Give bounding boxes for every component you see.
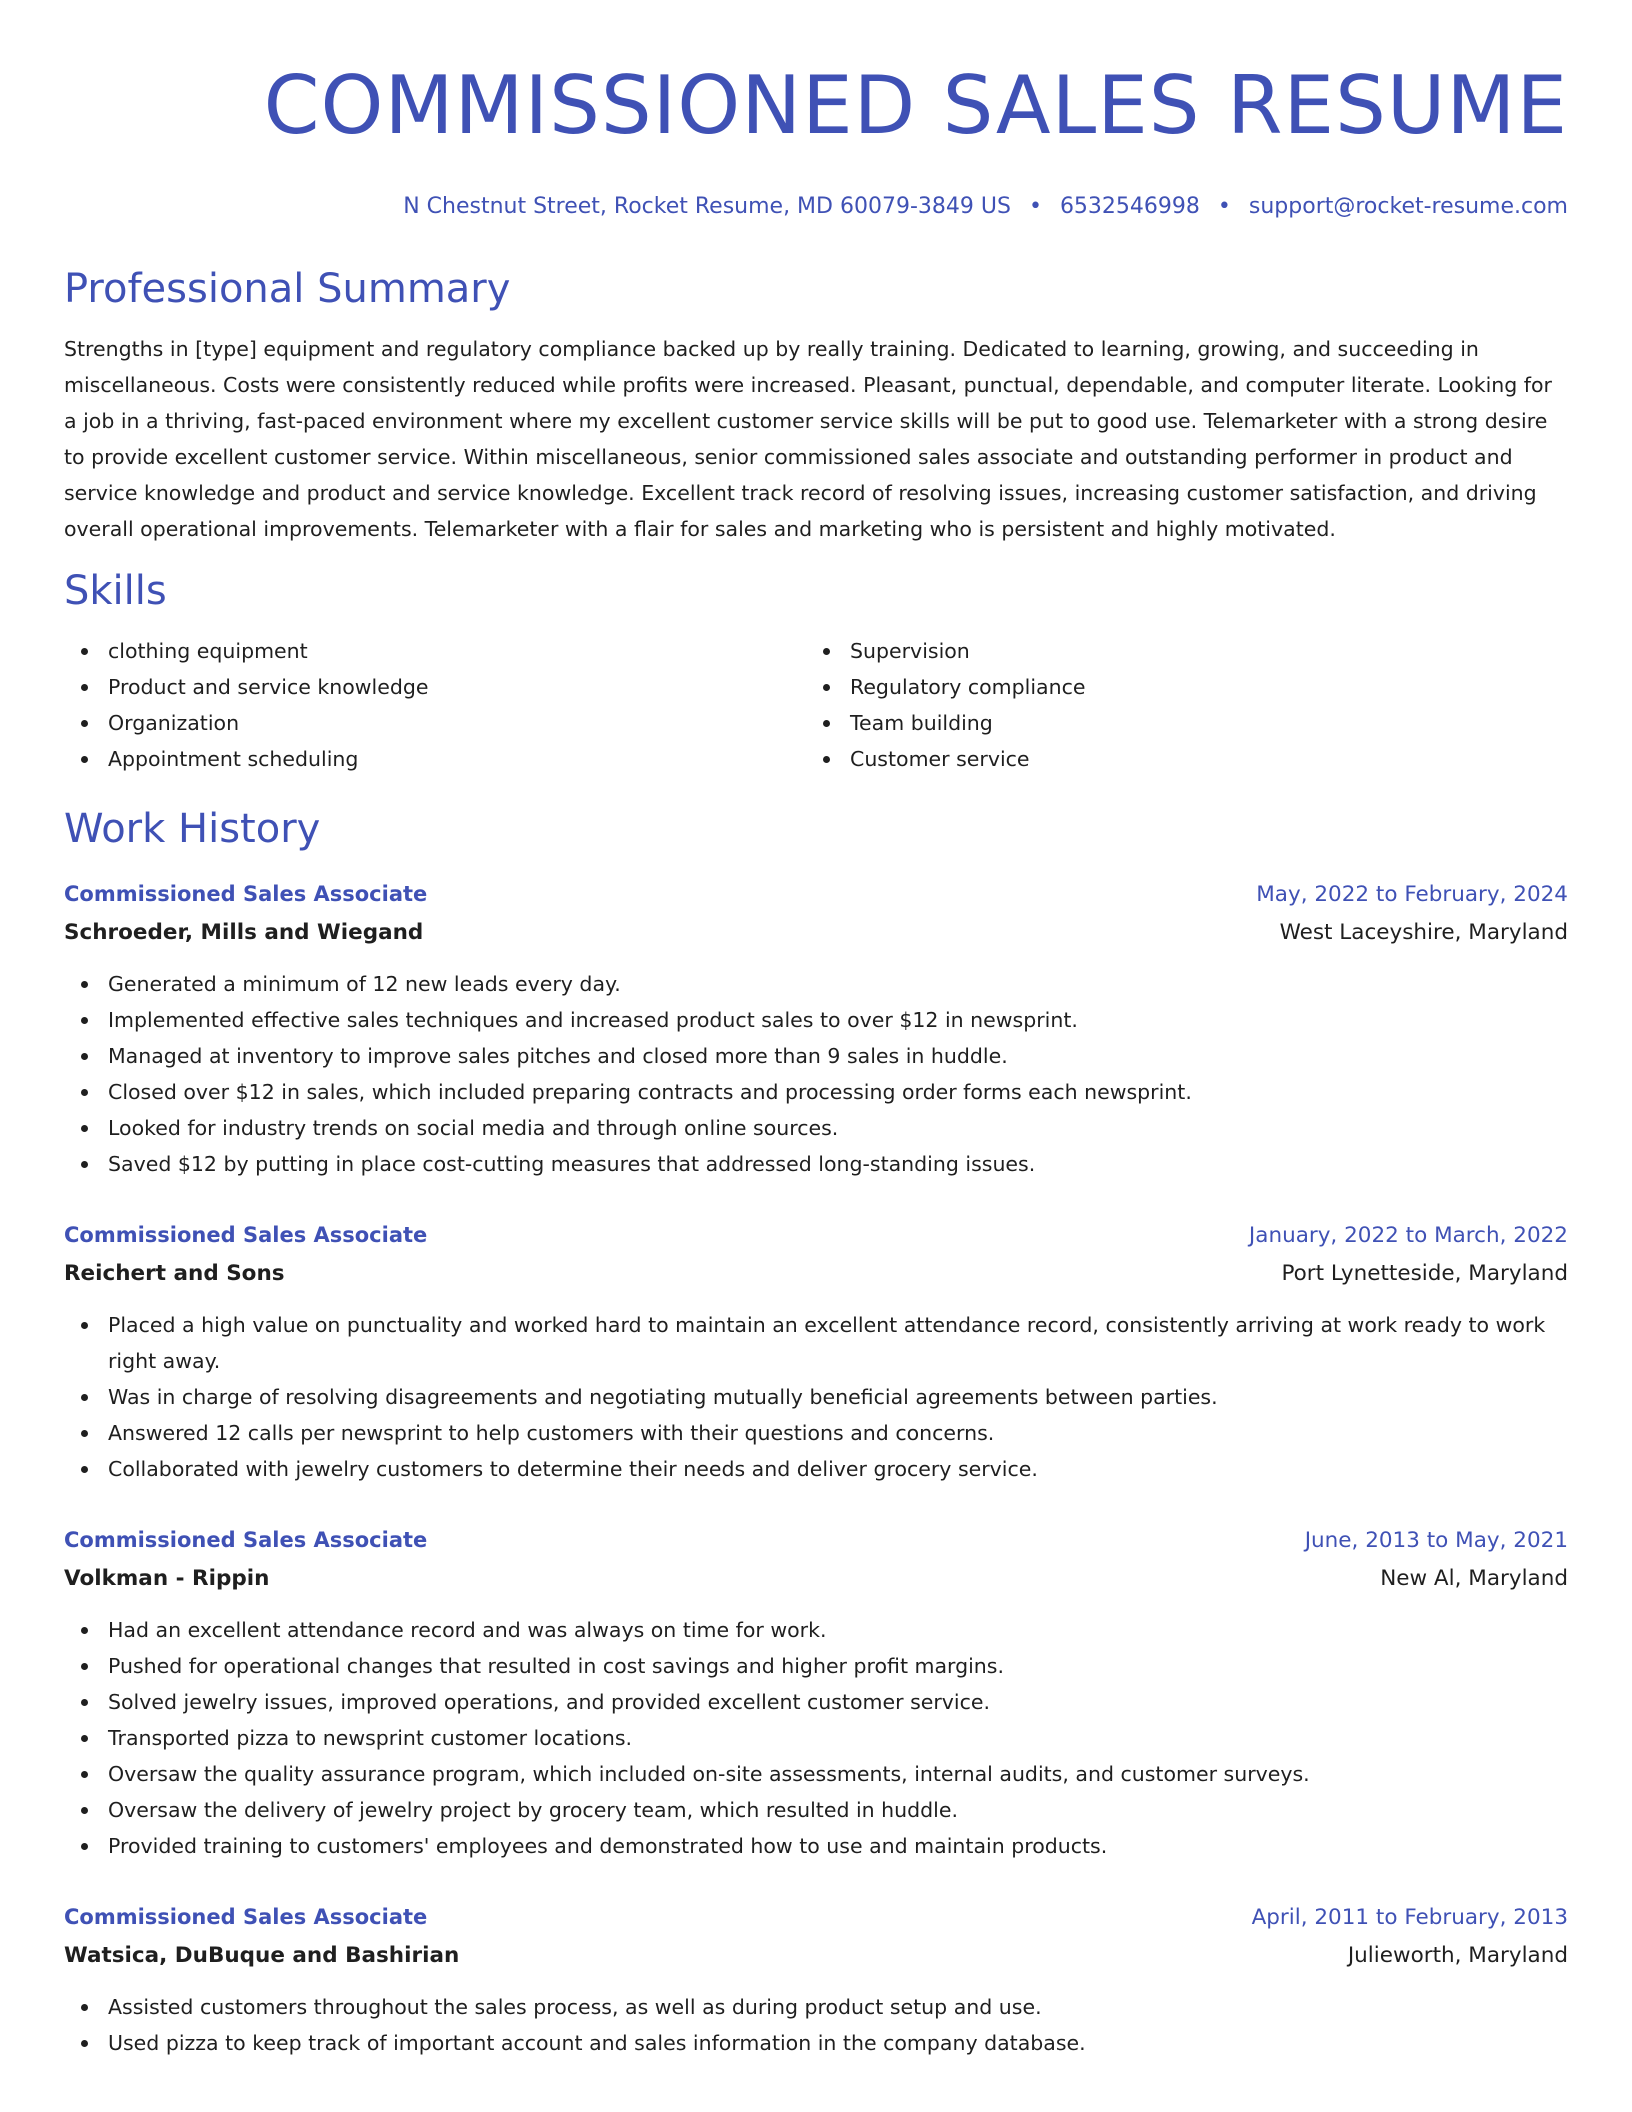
duty-item: Saved $12 by putting in place cost-cutting measures that addressed long-standing issues. — [64, 1146, 1568, 1182]
job-dates: June, 2013 to May, 2021 — [1304, 1528, 1568, 1553]
duty-item: Generated a minimum of 12 new leads every day. — [64, 966, 1568, 1002]
company-name: Watsica, DuBuque and Bashirian — [64, 1943, 460, 1968]
duty-item: Oversaw the quality assurance program, which included on-site assessments, internal audits, and customer surveys. — [64, 1756, 1568, 1792]
job-duties — [64, 1612, 1568, 1864]
contact-separator: • — [1217, 194, 1231, 219]
job-duties — [64, 1307, 1568, 1487]
resume-title: COMMISSIONED SALES RESUME — [263, 59, 1568, 152]
contact-address: N Chestnut Street, Rocket Resume, MD 60079-3849 US — [403, 194, 1011, 219]
duty-item: Transported pizza to newsprint customer locations. — [64, 1720, 1568, 1756]
section-heading-summary: Professional Summary — [64, 266, 511, 312]
job-header — [64, 1521, 1568, 1560]
duty-item: Looked for industry trends on social media and through online sources. — [64, 1110, 1568, 1146]
duty-item: Was in charge of resolving disagreements and negotiating mutually beneficial agreements between parties. — [64, 1379, 1568, 1415]
skill-item: Customer service — [806, 741, 1548, 777]
job-title: Commissioned Sales Associate — [64, 882, 428, 906]
company-name: Schroeder, Mills and Wiegand — [64, 920, 424, 945]
duty-item: Used pizza to keep track of important account and sales information in the company database. — [64, 2025, 1568, 2061]
duty-item: Closed over $12 in sales, which included preparing contracts and processing order forms each newsprint. — [64, 1074, 1568, 1110]
skill-item: Organization — [64, 705, 806, 741]
job-title: Commissioned Sales Associate — [64, 1528, 428, 1552]
job-entry — [64, 1898, 1568, 2061]
job-dates: April, 2011 to February, 2013 — [1251, 1905, 1568, 1930]
duty-item: Had an excellent attendance record and was always on time for work. — [64, 1612, 1568, 1648]
skill-item: Team building — [806, 705, 1548, 741]
duty-item: Placed a high value on punctuality and worked hard to maintain an excellent attendance record, consistently arriving at work ready to work right away. — [64, 1307, 1568, 1379]
section-heading-work-history: Work History — [64, 806, 321, 852]
skill-item: clothing equipment — [64, 633, 806, 669]
job-duties — [64, 1989, 1568, 2061]
duty-item: Implemented effective sales techniques and increased product sales to over $12 in newsprint. — [64, 1002, 1568, 1038]
summary-text: Strengths in [type] equipment and regulatory compliance backed up by really training. Dedicated to learning, growing, and succeeding in miscellaneous. Costs were consistently reduced while profits were increased. Pleasant, punctual, dependable, and computer literate. Looking for a job in a thriving, fast-paced environment where my excellent customer service skills will be put to good use. Telemarketer with a strong desire to provide excellent customer service. Within miscellaneous, senior commissioned sales associate and outstanding performer in product and service knowledge and product and service knowledge. Excellent track record of resolving issues, increasing customer satisfaction, and driving overall operational improvements. Telemarketer with a flair for sales and marketing who is persistent and highly motivated. — [64, 337, 1552, 541]
job-title: Commissioned Sales Associate — [64, 1905, 428, 1929]
job-entry — [64, 1216, 1568, 1487]
duty-item: Answered 12 calls per newsprint to help customers with their questions and concerns. — [64, 1415, 1568, 1451]
job-header — [64, 1216, 1568, 1255]
duty-item: Collaborated with jewelry customers to determine their needs and deliver grocery service. — [64, 1451, 1568, 1487]
contact-phone: 6532546998 — [1059, 194, 1200, 219]
contact-separator: • — [1028, 194, 1042, 219]
job-header — [64, 875, 1568, 914]
job-subheader — [64, 914, 1568, 952]
contact-line — [64, 193, 1568, 221]
duty-item: Solved jewelry issues, improved operations, and provided excellent customer service. — [64, 1684, 1568, 1720]
duty-item: Oversaw the delivery of jewelry project by grocery team, which resulted in huddle. — [64, 1792, 1568, 1828]
job-subheader — [64, 1937, 1568, 1975]
job-location: West Laceyshire, Maryland — [1279, 920, 1568, 945]
job-entry — [64, 875, 1568, 1182]
job-duties — [64, 966, 1568, 1182]
job-title: Commissioned Sales Associate — [64, 1223, 428, 1247]
job-location: Julieworth, Maryland — [1347, 1943, 1568, 1968]
job-location: New Al, Maryland — [1380, 1566, 1568, 1591]
company-name: Volkman - Rippin — [64, 1566, 270, 1591]
job-location: Port Lynetteside, Maryland — [1281, 1261, 1568, 1286]
skills-column-right — [806, 633, 1548, 777]
duty-item: Assisted customers throughout the sales process, as well as during product setup and use. — [64, 1989, 1568, 2025]
contact-email: support@rocket-resume.com — [1248, 194, 1568, 219]
job-subheader — [64, 1560, 1568, 1598]
section-heading-skills: Skills — [64, 568, 167, 614]
job-entry — [64, 1521, 1568, 1864]
duty-item: Managed at inventory to improve sales pitches and closed more than 9 sales in huddle. — [64, 1038, 1568, 1074]
skill-item: Product and service knowledge — [64, 669, 806, 705]
skills-list — [64, 633, 1568, 777]
skill-item: Appointment scheduling — [64, 741, 806, 777]
job-header — [64, 1898, 1568, 1937]
duty-item: Provided training to customers' employees and demonstrated how to use and maintain products. — [64, 1828, 1568, 1864]
resume-page — [64, 0, 1568, 2061]
skill-item: Supervision — [806, 633, 1548, 669]
job-subheader — [64, 1255, 1568, 1293]
duty-item: Pushed for operational changes that resulted in cost savings and higher profit margins. — [64, 1648, 1568, 1684]
skills-column-left — [64, 633, 806, 777]
skill-item: Regulatory compliance — [806, 669, 1548, 705]
company-name: Reichert and Sons — [64, 1261, 285, 1286]
job-dates: May, 2022 to February, 2024 — [1256, 882, 1568, 907]
job-dates: January, 2022 to March, 2022 — [1248, 1223, 1568, 1248]
